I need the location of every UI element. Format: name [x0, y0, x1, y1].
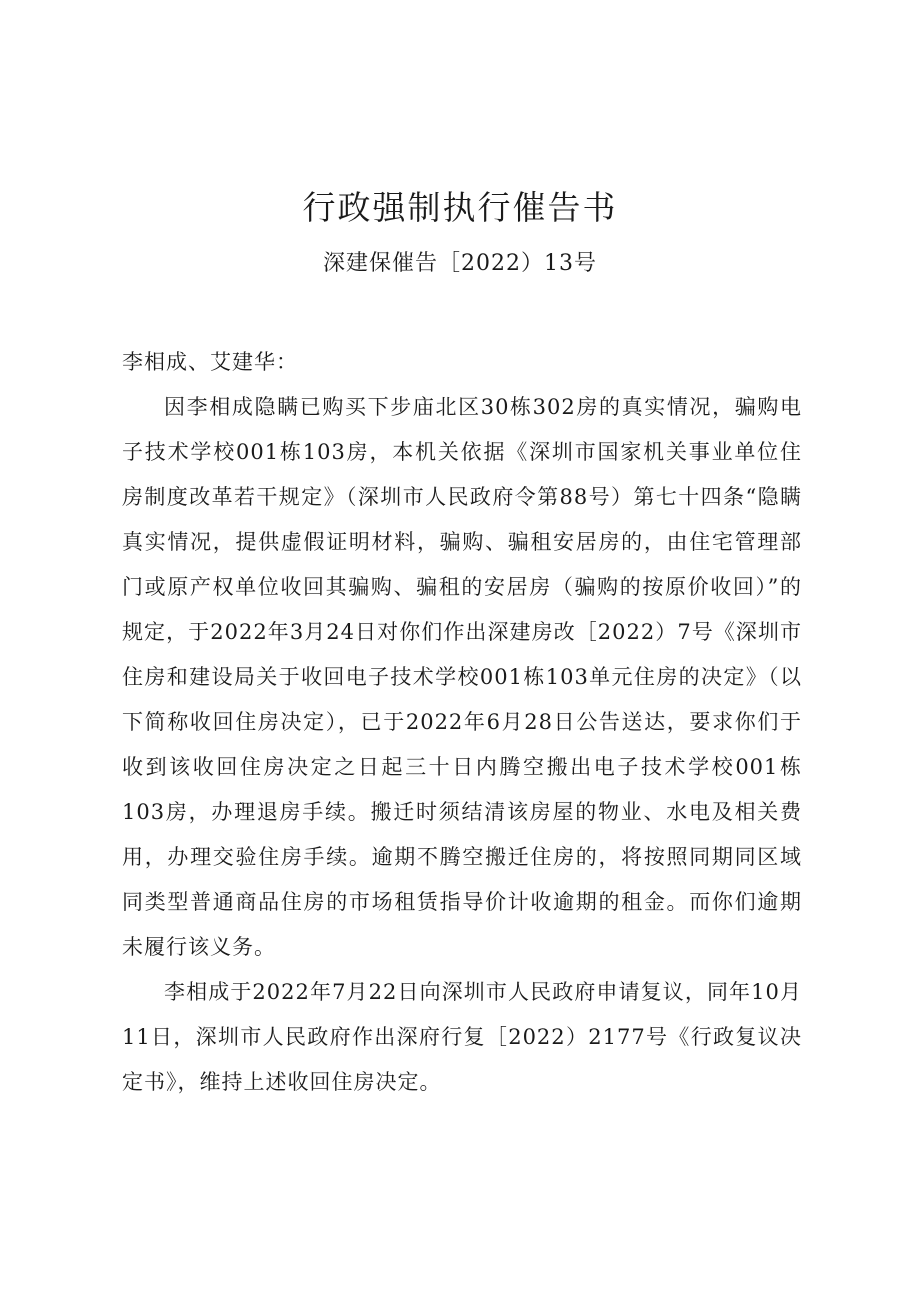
paragraph-2: 李相成于2022年7月22日向深圳市人民政府申请复议，同年10月11日，深圳市人民政府作出深府行复［2022）2177号《行政复议决定书》，维持上述收回住房决定。 — [122, 980, 802, 1094]
document-title: 行政强制执行催告书 — [302, 188, 618, 227]
addressee: 李相成、艾建华： — [122, 350, 298, 374]
document-body — [122, 340, 802, 1105]
document-number: 深建保催告［2022）13号 — [323, 251, 597, 276]
paragraph-1: 因李相成隐瞒已购买下步庙北区30栋302房的真实情况，骗购电子技术学校001栋103房，本机关依据《深圳市国家机关事业单位住房制度改革若干规定》（深圳市人民政府令第88号）第七十四条“隐瞒真实情况，提供虚假证明材料，骗购、骗租安居房的，由住宅管理部门或原产权单位收回其骗购、骗租的安居房（骗购的按原价收回）”的规定，于2022年3月24日对你们作出深建房改［2022）7号《深圳市住房和建设局关于收回电子技术学校001栋103单元住房的决定》（以下简称收回住房决定），已于2022年6月28日公告送达，要求你们于收到该收回住房决定之日起三十日内腾空搬出电子技术学校001栋103房，办理退房手续。搬迁时须结清该房屋的物业、水电及相关费用，办理交验住房手续。逾期不腾空搬迁住房的，将按照同期同区域同类型普通商品住房的市场租赁指导价计收逾期的租金。而你们逾期未履行该义务。 — [122, 395, 802, 959]
